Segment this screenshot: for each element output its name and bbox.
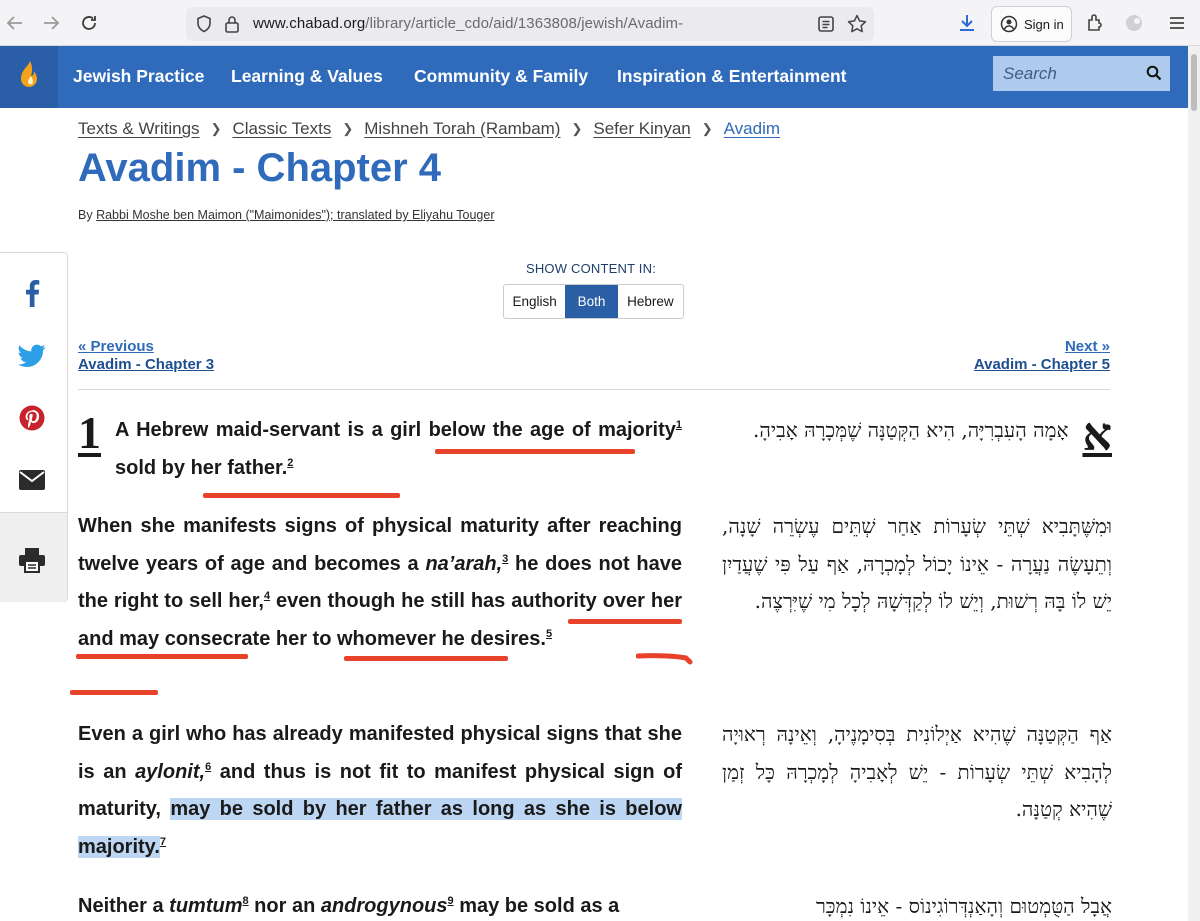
scrollbar-thumb[interactable] [1191, 54, 1197, 111]
hebrew-paragraph-4: אֲבָל הַטֻּמְטוּם וְהָאַנְדְּרוֹגִינוֹס - אֵינוֹ נִמְכָּר [815, 894, 1112, 918]
print-button[interactable] [0, 512, 67, 602]
facebook-icon[interactable] [0, 279, 66, 307]
chevron-right-icon: ❯ [342, 121, 354, 136]
show-content-label: SHOW CONTENT IN: [525, 261, 657, 276]
hebrew-paragraph-1: א אָמָה הָעִבְרִיָּה, הִיא הַקְּטַנָּה שֶׁמְּכָרָהּ אָבִיהָ. [753, 407, 1112, 461]
toggle-english[interactable]: English [512, 294, 557, 309]
breadcrumb-sefer-kinyan[interactable]: Sefer Kinyan [593, 119, 691, 138]
next-title: Avadim - Chapter 5 [973, 356, 1110, 373]
email-icon[interactable] [0, 469, 66, 491]
back-arrow-icon[interactable] [2, 10, 28, 36]
search-input[interactable] [993, 56, 1138, 91]
nav-inspiration-entertainment[interactable]: Inspiration & Entertainment [617, 66, 847, 86]
site-navigation [0, 46, 1188, 108]
annotation-underline [344, 656, 508, 661]
previous-chapter-link[interactable] [78, 338, 214, 374]
sign-in-button[interactable] [991, 6, 1072, 42]
halacha-paragraph-4: Neither a tumtum$^8$ nor an androgynous$^9$ may be sold as a [78, 895, 620, 917]
footnote-link[interactable]: 3 [502, 552, 509, 565]
toggle-both[interactable]: Both [565, 285, 617, 318]
previous-label: « Previous [78, 338, 154, 355]
halacha-number: 1 [78, 407, 101, 458]
breadcrumb-avadim[interactable]: Avadim [723, 119, 781, 138]
text-selection-highlight: may be sold by her father as long as she is below majority. [78, 798, 682, 858]
toggle-hebrew[interactable]: Hebrew [627, 294, 674, 309]
language-toggle [503, 284, 684, 319]
breadcrumb-mishneh-torah[interactable]: Mishneh Torah (Rambam) [364, 119, 561, 138]
chabad-logo[interactable] [0, 46, 58, 108]
breadcrumb-classic-texts[interactable]: Classic Texts [232, 119, 332, 138]
printer-icon [18, 547, 46, 573]
account-icon [1000, 15, 1018, 33]
footnote-link[interactable]: 1 [675, 419, 682, 431]
page-title: Avadim - Chapter 4 [78, 146, 442, 190]
download-icon[interactable] [955, 11, 979, 35]
halacha-paragraph-2: When she manifests signs of physical maturity after reaching twelve years of age and becomes a na’arah,$^3$ he does not have the right to sell her,$^4$ even though he still has authority over her and may consecrate her to whomever he desires.$^5$ [78, 515, 682, 650]
browser-toolbar [0, 0, 1200, 46]
annotation-underline [568, 619, 682, 624]
nav-jewish-practice[interactable]: Jewish Practice [73, 66, 205, 86]
halacha-paragraph-1: 1 A Hebrew maid-servant is a girl below the age of majority$^1$ sold by her father.$^2$ [78, 407, 682, 479]
footnote-link[interactable]: 2 [287, 456, 294, 469]
shield-icon[interactable] [194, 14, 214, 34]
flame-logo-icon [14, 58, 44, 96]
reader-view-icon[interactable] [816, 14, 836, 34]
breadcrumb-texts-writings[interactable]: Texts & Writings [78, 119, 200, 138]
footnote-link[interactable]: 5 [545, 627, 553, 640]
sign-in-label: Sign in [1024, 16, 1064, 32]
chevron-right-icon: ❯ [571, 121, 583, 136]
url-text: www.chabad.org/library/article_cdo/aid/1363808/jewish/Avadim- [253, 15, 684, 32]
chevron-right-icon: ❯ [210, 121, 222, 136]
annotation-underline [636, 650, 694, 668]
bookmark-star-icon[interactable] [846, 13, 868, 35]
profile-extension-icon[interactable] [1122, 11, 1146, 35]
nav-learning-values[interactable]: Learning & Values [231, 66, 383, 86]
footnote-link[interactable]: 7 [159, 835, 166, 848]
byline [78, 208, 495, 222]
divider [78, 389, 1110, 390]
nav-community-family[interactable]: Community & Family [414, 66, 589, 86]
menu-icon[interactable] [1165, 11, 1189, 35]
page-scrollbar[interactable] [1188, 46, 1200, 921]
address-bar[interactable] [186, 7, 874, 41]
reload-icon[interactable] [76, 10, 102, 36]
annotation-underline [435, 449, 635, 454]
twitter-icon[interactable] [0, 344, 66, 368]
next-chapter-link[interactable] [974, 338, 1110, 374]
footnote-link[interactable]: 4 [263, 590, 271, 602]
site-search [993, 56, 1170, 91]
annotation-underline [70, 690, 158, 695]
footnote-link[interactable]: 6 [205, 760, 212, 773]
breadcrumb [78, 119, 780, 139]
share-sidebar [0, 252, 68, 602]
halacha-paragraph-3: Even a girl who has already manifested physical signs that she is an aylonit,$^6$ and thus is not fit to manifest physical sign of maturity, may be sold by her father as long as she is below majority.$^7$ [78, 723, 682, 858]
byline-prefix: By [78, 208, 93, 222]
chevron-right-icon: ❯ [701, 121, 713, 136]
extensions-icon[interactable] [1084, 11, 1108, 35]
hebrew-letter: א [1082, 407, 1112, 461]
author-link[interactable]: Rabbi Moshe ben Maimon ("Maimonides"); translated by Eliyahu Touger [96, 208, 495, 222]
annotation-underline [203, 493, 400, 498]
search-icon[interactable] [1146, 65, 1162, 81]
pinterest-icon[interactable] [0, 405, 66, 431]
forward-arrow-icon[interactable] [38, 10, 64, 36]
lock-icon[interactable] [222, 14, 242, 34]
next-label: Next » [1064, 338, 1110, 355]
annotation-underline [76, 654, 248, 659]
hebrew-paragraph-3: אַף הַקְּטַנָּה שֶׁהִיא אַיְלוֹנִית בְּסִימָנֶיהָ, וְאֵינָהּ רְאוּיָה לְהָבִיא שְׁתֵּי שְׂעָרוֹת - יֵשׁ לְאָבִיהָ לְמָכְרָהּ כָּל זְמַן שֶׁהִיא קְטַנָּה. [722, 722, 1112, 821]
footnote-link[interactable]: 8 [242, 895, 249, 907]
footnote-link[interactable]: 9 [447, 895, 454, 907]
previous-title: Avadim - Chapter 3 [78, 356, 215, 373]
hebrew-paragraph-2: וּמִשֶּׁתָּבִיא שְׁתֵּי שְׂעָרוֹת אַחַר שְׁתֵּים עֶשְׂרֵה שָׁנָה, וְתֵעָשֶׂה נַעֲרָה - אֵינוֹ יָכוֹל לְמָכְרָהּ, אַף עַל פִּי שֶׁעֲדַיִן יֵשׁ לוֹ בָּהּ רְשׁוּת, וְיֵשׁ לוֹ לְקַדְּשָׁהּ לְכָל מִי שֶׁיִּרְצֶה. [722, 514, 1112, 613]
